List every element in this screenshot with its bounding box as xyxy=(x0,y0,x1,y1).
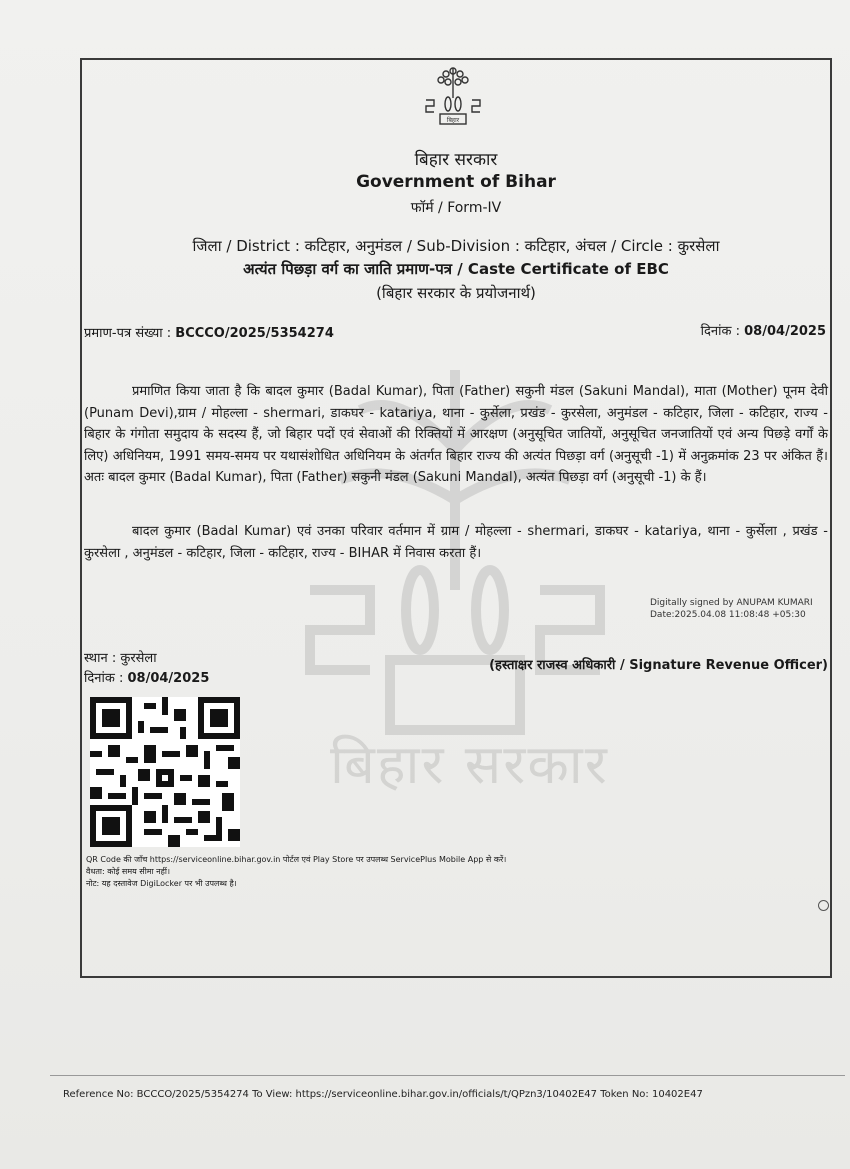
issue-date: दिनांक : 08/04/2025 xyxy=(700,324,826,339)
digital-signature: Digitally signed by ANUPAM KUMARI Date:2025.04.08 11:08:48 +05:30 xyxy=(650,598,813,620)
footer-divider xyxy=(50,1075,845,1076)
qr-verification-note: QR Code की जाँच https://serviceonline.bihar.gov.in पोर्टल एवं Play Store पर उपलब्ध ServicePlus Mobile App से करें। xyxy=(86,855,507,864)
location-line: जिला / District : कटिहार, अनुमंडल / Sub-Division : कटिहार, अंचल / Circle : कुरसेला xyxy=(192,237,720,255)
signature-officer: (हस्ताक्षर राजस्व अधिकारी / Signature Revenue Officer) xyxy=(489,658,828,673)
purpose-line: (बिहार सरकार के प्रयोजनार्थ) xyxy=(376,284,536,302)
govt-hindi-title: बिहार सरकार xyxy=(414,150,498,170)
govt-english-title: Government of Bihar xyxy=(356,172,556,192)
certificate-title: अत्यंत पिछड़ा वर्ग का जाति प्रमाण-पत्र / Caste Certificate of EBC xyxy=(243,260,669,278)
certificate-body-paragraph-1: प्रमाणित किया जाता है कि बादल कुमार (Badal Kumar), पिता (Father) सकुनी मंडल (Sakuni Mandal), माता (Mother) पूनम देवी (Punam Devi),ग्राम / मोहल्ला - shermari, डाकघर - katariya, थाना - कुर्सेला, प्रखंड - कुरसेला, अनुमंडल - कटिहार, जिला - कटिहार, राज्य - बिहार के गंगोता समुदाय के सदस्य हैं, जो बिहार पदों एवं सेवाओं की रिक्तियों में आरक्षण (अनुसूचित जातियों, अनुसूचित जनजातियों एवं अन्य पिछड़े वर्गों के लिए) अधिनियम, 1991 समय-समय पर यथासंशोधित अधिनियम के अंतर्गत बिहार राज्य की अत्यंत पिछड़ा वर्ग (अनुसूची -1) में अनुक्रमांक 23 पर अंकित हैं। अतः बादल कुमार (Badal Kumar), पिता (Father) सकुनी मंडल (Sakuni Mandal), अत्यंत पिछड़ा वर्ग (अनुसूची -1) के हैं। xyxy=(84,384,828,485)
reference-footer: Reference No: BCCCO/2025/5354274 To View: https://serviceonline.bihar.gov.in/officials/t/QPzn3/10402E47 Token No: 10402E47 xyxy=(63,1089,703,1100)
svg-text:बिहार: बिहार xyxy=(446,117,460,124)
validity-note: वैधता: कोई समय सीमा नहीं। xyxy=(86,867,170,876)
form-number: फॉर्म / Form-IV xyxy=(410,200,502,216)
staple-mark xyxy=(818,900,829,911)
bihar-emblem-icon xyxy=(420,62,486,128)
watermark-text: बिहार सरकार xyxy=(330,733,609,796)
place-line: स्थान : कुरसेला xyxy=(84,651,157,666)
place-date: दिनांक : 08/04/2025 xyxy=(84,671,210,686)
certificate-number: प्रमाण-पत्र संख्या : BCCCO/2025/5354274 xyxy=(84,326,334,341)
digilocker-note: नोट: यह दस्तावेज DigiLocker पर भी उपलब्ध है। xyxy=(86,879,237,888)
certificate-body-paragraph-2: बादल कुमार (Badal Kumar) एवं उनका परिवार वर्तमान में ग्राम / मोहल्ला - shermari, डाकघर - katariya, थाना - कुर्सेला , प्रखंड - कुरसेला , अनुमंडल - कटिहार, जिला - कटिहार, राज्य - BIHAR में निवास करता हैं। xyxy=(84,524,828,561)
qr-code-icon[interactable] xyxy=(90,697,240,847)
